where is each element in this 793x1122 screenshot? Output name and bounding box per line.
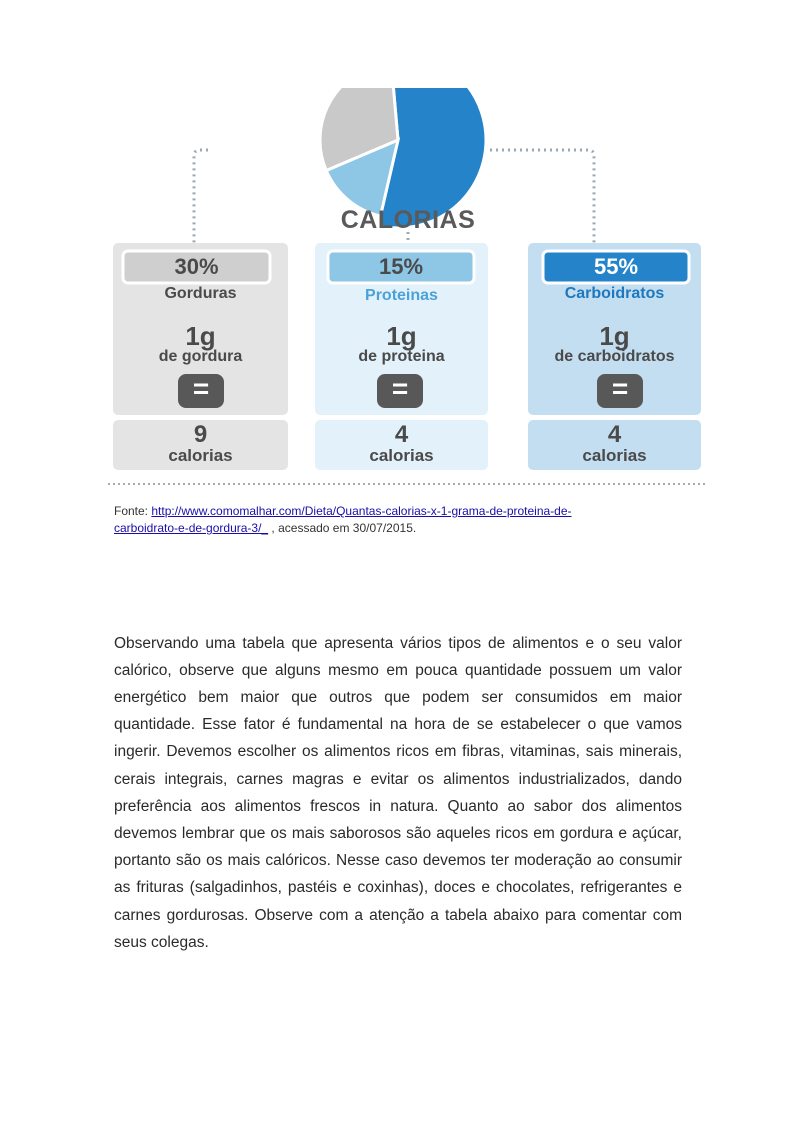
name-fat: Gorduras <box>164 285 237 302</box>
calories-value-fat: 9 <box>193 421 208 448</box>
source-citation <box>114 503 634 537</box>
chart-title: CALORIAS <box>340 206 476 234</box>
equals-fat: = <box>178 374 224 408</box>
unit-fat: de gordura <box>158 348 243 365</box>
connector-left <box>194 150 208 243</box>
percent-fat: 30% <box>174 254 219 279</box>
calories-value-carb: 4 <box>607 421 622 448</box>
unit-carb: de carboidratos <box>554 348 675 365</box>
source-suffix: , acessado em 30/07/2015. <box>268 521 417 535</box>
calories-label-protein: calorias <box>369 446 434 465</box>
calories-infographic <box>108 88 708 488</box>
name-protein: Proteinas <box>365 287 438 304</box>
source-link[interactable]: http://www.comomalhar.com/Dieta/Quantas-calorias-x-1-grama-de-proteina-de-carboidrato-e-de-gordura-3/_ <box>114 504 572 535</box>
amount-protein: 1g <box>386 321 417 351</box>
calories-label-carb: calorias <box>582 446 647 465</box>
calories-label-fat: calorias <box>168 446 233 465</box>
body-paragraph: Observando uma tabela que apresenta vários tipos de alimentos e o seu valor calórico, observe que alguns mesmo em pouca quantidade possuem um valor energético bem maior que outros que podem ser consumidos em maior quantidade. Esse fator é fundamental na hora de se estabelecer o que vamos ingerir. Devemos escolher os alimentos ricos em fibras, vitaminas, sais minerais, cerais integrais, carnes magras e evitar os alimentos industrializados, dando preferência aos alimentos frescos in natura. Quanto ao sabor dos alimentos devemos lembrar que os mais saborosos são aqueles ricos em gordura e açúcar, portanto são os mais calóricos. Nesse caso devemos ter moderação ao consumir as frituras (salgadinhos, pastéis e coxinhas), doces e chocolates, refrigerantes e carnes gordurosas. Observe com a atenção a tabela abaixo para comentar com seus colegas. <box>114 634 682 951</box>
amount-carb: 1g <box>599 321 630 351</box>
unit-protein: de proteina <box>358 348 445 365</box>
percent-carb: 55% <box>593 254 639 279</box>
equals-protein: = <box>377 374 423 408</box>
percent-protein: 15% <box>378 254 424 279</box>
amount-fat: 1g <box>185 321 216 351</box>
equals-carb: = <box>597 374 643 408</box>
calories-value-protein: 4 <box>394 421 409 448</box>
source-prefix: Fonte: <box>114 504 152 518</box>
name-carb: Carboidratos <box>564 285 665 302</box>
